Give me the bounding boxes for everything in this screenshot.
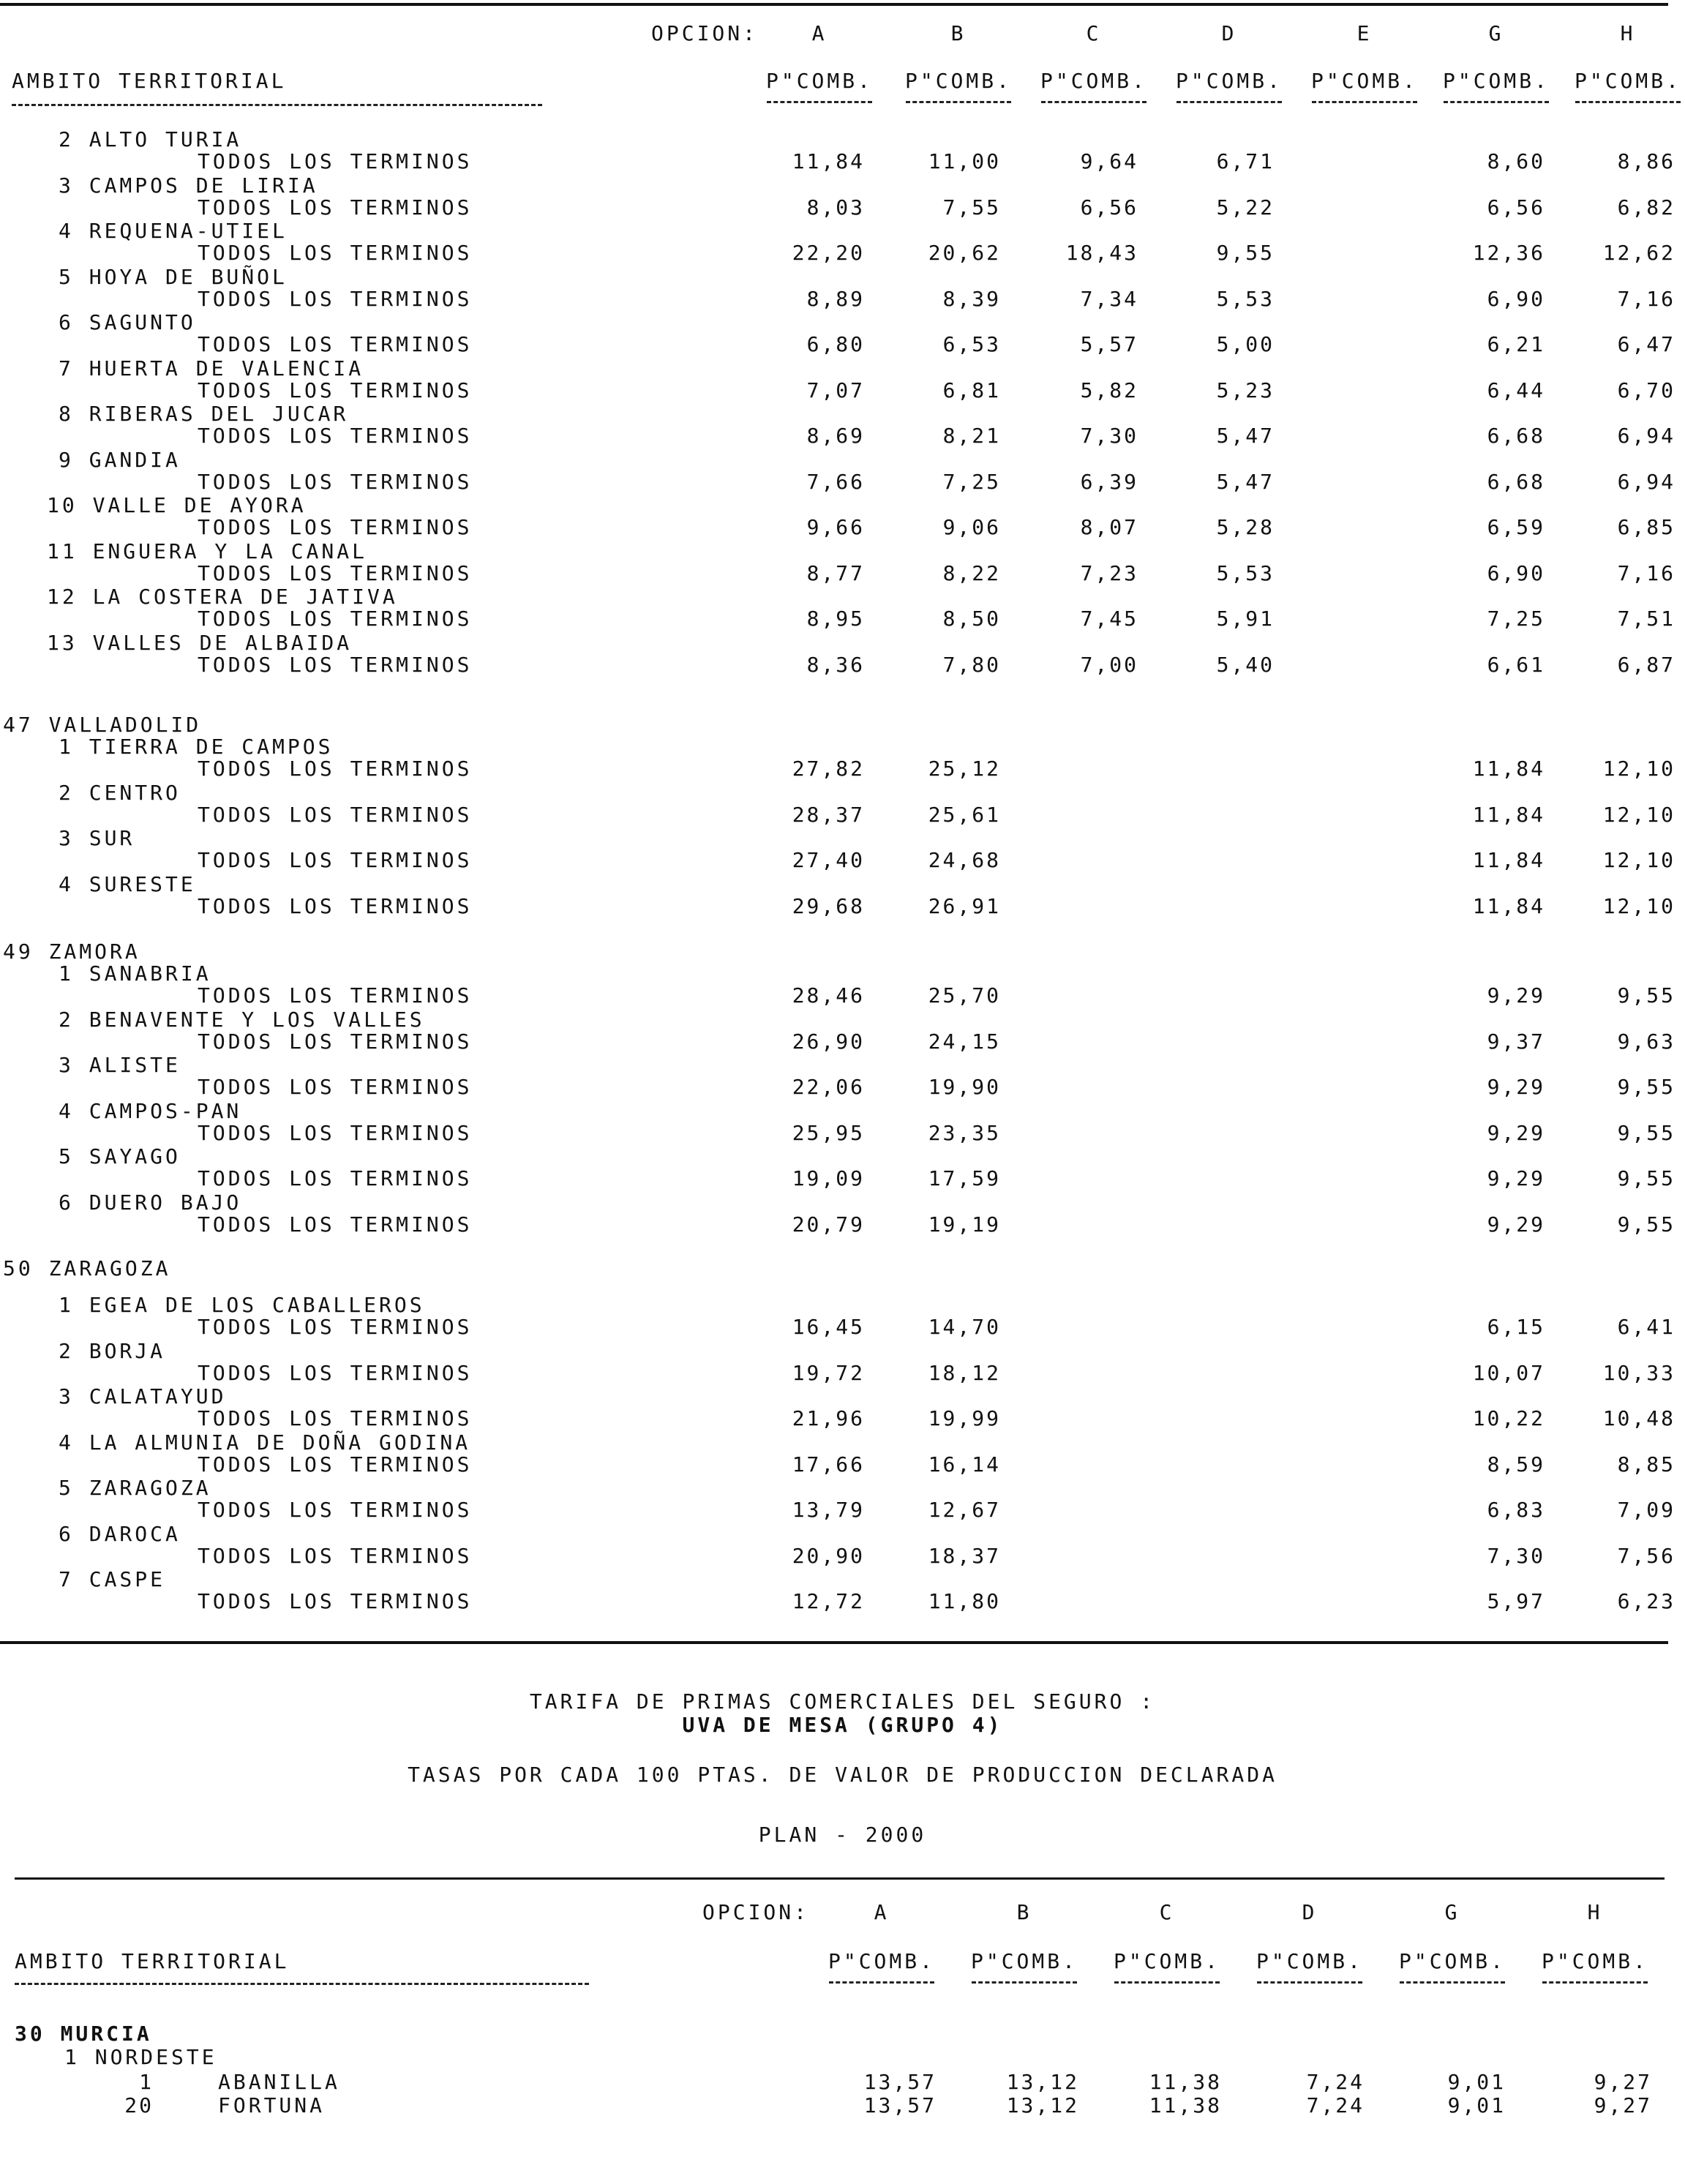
rate-value: 10,22 (1472, 1406, 1545, 1430)
termino-label: TODOS LOS TERMINOS (198, 560, 473, 585)
rate-value: 24,15 (928, 1029, 1001, 1054)
rate-value: 6,53 (942, 332, 1001, 356)
rate-value: 14,70 (928, 1315, 1001, 1339)
rate-value: 6,61 (1487, 652, 1545, 677)
rate-value: 25,12 (928, 757, 1001, 781)
rate-value: 9,29 (1487, 1212, 1545, 1237)
termino-label: TODOS LOS TERMINOS (198, 424, 473, 448)
rate-value: 6,81 (942, 378, 1001, 402)
rate-value: 19,19 (928, 1212, 1001, 1237)
rate-value: 12,10 (1602, 757, 1675, 781)
rate-value: 5,57 (1080, 332, 1138, 356)
rate-value: 8,95 (806, 607, 865, 631)
comarca-name: 6 DAROCA (59, 1521, 181, 1546)
termino-label: TODOS LOS TERMINOS (198, 757, 473, 781)
rate-value: 7,16 (1617, 560, 1675, 585)
termino-label: TODOS LOS TERMINOS (198, 893, 473, 918)
rate-value: 11,84 (1472, 802, 1545, 827)
top-rule (0, 3, 1668, 6)
rate-value: 6,87 (1617, 652, 1675, 677)
bottom-rate-value: 9,27 (1594, 2093, 1652, 2117)
bottom-rate-value: 9,01 (1447, 2070, 1506, 2094)
rate-value: 7,66 (806, 469, 865, 494)
rate-value: 9,55 (1617, 983, 1675, 1007)
rate-value: 6,56 (1487, 195, 1545, 219)
termino-label: TODOS LOS TERMINOS (198, 802, 473, 827)
col-header-h: P"COMB. (1574, 69, 1681, 93)
rate-value: 25,61 (928, 802, 1001, 827)
rate-value: 8,07 (1080, 515, 1138, 539)
rate-value: 20,79 (792, 1212, 865, 1237)
col-header-g: P"COMB. (1442, 69, 1550, 93)
termino-label: TODOS LOS TERMINOS (198, 469, 473, 494)
termino-label: TODOS LOS TERMINOS (198, 1498, 473, 1522)
comarca-name: 2 BORJA (59, 1338, 166, 1363)
rate-value: 6,83 (1487, 1498, 1545, 1522)
rate-value: 6,56 (1080, 195, 1138, 219)
col-header-c: P"COMB. (1040, 69, 1147, 93)
rate-value: 5,23 (1216, 378, 1275, 402)
option-h: H (1620, 21, 1636, 45)
rate-value: 9,66 (806, 515, 865, 539)
rate-value: 12,36 (1472, 241, 1545, 265)
comarca-name: 10 VALLE DE AYORA (47, 493, 307, 517)
rate-value: 6,44 (1487, 378, 1545, 402)
bottom-rate-value: 11,38 (1149, 2070, 1222, 2094)
col-header-a: P"COMB. (765, 69, 873, 93)
bottom-col-underline-h (1542, 1981, 1648, 1984)
rate-value: 5,91 (1216, 607, 1275, 631)
option-d: D (1221, 21, 1237, 45)
termino-label: TODOS LOS TERMINOS (198, 1360, 473, 1385)
rate-value: 17,59 (928, 1166, 1001, 1190)
bottom-rate-value: 7,24 (1306, 2093, 1365, 2117)
rate-value: 12,67 (928, 1498, 1001, 1522)
rate-value: 12,62 (1602, 241, 1675, 265)
comarca-name: 1 EGEA DE LOS CABALLEROS (59, 1293, 425, 1317)
termino-label: TODOS LOS TERMINOS (198, 1589, 473, 1613)
rate-value: 7,51 (1617, 607, 1675, 631)
municipio-name: FORTUNA (218, 2093, 326, 2117)
rate-value: 5,53 (1216, 560, 1275, 585)
municipio-code: 20 (124, 2093, 154, 2117)
comarca-name: 7 CASPE (59, 1567, 166, 1591)
rate-value: 21,96 (792, 1406, 865, 1430)
col-underline-c (1041, 101, 1147, 103)
rate-value: 6,94 (1617, 469, 1675, 494)
comarca-name: 5 ZARAGOZA (59, 1476, 211, 1500)
termino-label: TODOS LOS TERMINOS (198, 1315, 473, 1339)
termino-label: TODOS LOS TERMINOS (198, 149, 473, 173)
rate-value: 7,30 (1487, 1543, 1545, 1568)
bottom-rate-value: 11,38 (1149, 2093, 1222, 2117)
rate-value: 6,68 (1487, 469, 1545, 494)
termino-label: TODOS LOS TERMINOS (198, 332, 473, 356)
bottom-rate-value: 13,57 (863, 2070, 937, 2094)
termino-label: TODOS LOS TERMINOS (198, 848, 473, 872)
rate-value: 20,62 (928, 241, 1001, 265)
comarca-name: 5 HOYA DE BUÑOL (59, 264, 288, 289)
province-label: 47 VALLADOLID (3, 713, 202, 737)
comarca-name: 4 CAMPOS-PAN (59, 1098, 242, 1123)
rate-value: 26,90 (792, 1029, 865, 1054)
ambito-label: AMBITO TERRITORIAL (12, 69, 287, 93)
rate-value: 6,80 (806, 332, 865, 356)
termino-label: TODOS LOS TERMINOS (198, 607, 473, 631)
rate-value: 9,29 (1487, 1075, 1545, 1099)
col-header-d: P"COMB. (1175, 69, 1283, 93)
rate-value: 6,47 (1617, 332, 1675, 356)
termino-label: TODOS LOS TERMINOS (198, 1029, 473, 1054)
rate-value: 29,68 (792, 893, 865, 918)
bottom-col-header-c: P"COMB. (1113, 1949, 1220, 1973)
rate-value: 7,25 (942, 469, 1001, 494)
bottom-option-c: C (1159, 1900, 1175, 1924)
comarca-name: 9 GANDIA (59, 447, 181, 472)
col-underline-d (1177, 101, 1282, 103)
rate-value: 19,72 (792, 1360, 865, 1385)
tarifa-title: TARIFA DE PRIMAS COMERCIALES DEL SEGURO : (529, 1689, 1156, 1714)
rate-value: 22,20 (792, 241, 865, 265)
comarca-name: 2 BENAVENTE Y LOS VALLES (59, 1007, 425, 1032)
rate-value: 24,68 (928, 848, 1001, 872)
termino-label: TODOS LOS TERMINOS (198, 241, 473, 265)
rate-value: 6,68 (1487, 424, 1545, 448)
rate-value: 6,90 (1487, 560, 1545, 585)
rate-value: 9,06 (942, 515, 1001, 539)
termino-label: TODOS LOS TERMINOS (198, 652, 473, 677)
bottom-col-header-h: P"COMB. (1541, 1949, 1648, 1973)
option-c: C (1086, 21, 1102, 45)
bottom-rate-value: 9,01 (1447, 2093, 1506, 2117)
bottom-option-h: H (1587, 1900, 1603, 1924)
rate-value: 7,09 (1617, 1498, 1675, 1522)
termino-label: TODOS LOS TERMINOS (198, 378, 473, 402)
termino-label: TODOS LOS TERMINOS (198, 1406, 473, 1430)
rate-value: 7,45 (1080, 607, 1138, 631)
comarca-name: 6 DUERO BAJO (59, 1190, 242, 1215)
comarca-name: 1 SANABRIA (59, 961, 211, 986)
rate-value: 18,43 (1065, 241, 1138, 265)
comarca-name: 4 SURESTE (59, 871, 196, 896)
rate-value: 6,82 (1617, 195, 1675, 219)
rate-value: 9,55 (1617, 1075, 1675, 1099)
tasas-title: TASAS POR CADA 100 PTAS. DE VALOR DE PRODUCCION DECLARADA (408, 1763, 1277, 1787)
col-underline-e (1312, 101, 1417, 103)
rate-value: 11,80 (928, 1589, 1001, 1613)
rate-value: 6,59 (1487, 515, 1545, 539)
termino-label: TODOS LOS TERMINOS (198, 1075, 473, 1099)
rate-value: 9,55 (1216, 241, 1275, 265)
rate-value: 5,82 (1080, 378, 1138, 402)
rate-value: 8,59 (1487, 1452, 1545, 1476)
rate-value: 8,50 (942, 607, 1001, 631)
rate-value: 11,84 (792, 149, 865, 173)
bottom-col-header-g: P"COMB. (1398, 1949, 1506, 1973)
rate-value: 5,00 (1216, 332, 1275, 356)
plan-title: PLAN - 2000 (758, 1823, 927, 1847)
termino-label: TODOS LOS TERMINOS (198, 195, 473, 219)
rate-value: 8,21 (942, 424, 1001, 448)
option-a: A (811, 21, 828, 45)
rate-value: 6,85 (1617, 515, 1675, 539)
bottom-rate-value: 9,27 (1594, 2070, 1652, 2094)
bottom-col-underline-c (1114, 1981, 1220, 1984)
rate-value: 10,07 (1472, 1360, 1545, 1385)
termino-label: TODOS LOS TERMINOS (198, 983, 473, 1007)
termino-label: TODOS LOS TERMINOS (198, 515, 473, 539)
rate-value: 7,55 (942, 195, 1001, 219)
rate-value: 19,90 (928, 1075, 1001, 1099)
termino-label: TODOS LOS TERMINOS (198, 286, 473, 311)
bottom-option-g: G (1444, 1900, 1460, 1924)
option-g: G (1488, 21, 1504, 45)
rate-value: 9,29 (1487, 983, 1545, 1007)
rate-value: 7,16 (1617, 286, 1675, 311)
rate-value: 23,35 (928, 1120, 1001, 1145)
rate-value: 6,23 (1617, 1589, 1675, 1613)
bottom-option-a: A (874, 1900, 890, 1924)
bottom-rate-value: 7,24 (1306, 2070, 1365, 2094)
comarca-name: 11 ENGUERA Y LA CANAL (47, 539, 368, 563)
rate-value: 8,89 (806, 286, 865, 311)
rate-value: 18,12 (928, 1360, 1001, 1385)
rate-value: 7,00 (1080, 652, 1138, 677)
rate-value: 17,66 (792, 1452, 865, 1476)
rate-value: 6,15 (1487, 1315, 1545, 1339)
bottom-province: 30 MURCIA (15, 2022, 152, 2046)
bottom-comarca: 1 NORDESTE (64, 2045, 217, 2069)
comarca-name: 3 CAMPOS DE LIRIA (59, 173, 318, 198)
bottom-col-underline-a (829, 1981, 934, 1984)
comarca-name: 12 LA COSTERA DE JATIVA (47, 585, 398, 609)
rate-value: 25,70 (928, 983, 1001, 1007)
option-b: B (950, 21, 967, 45)
comarca-name: 13 VALLES DE ALBAIDA (47, 630, 353, 655)
rate-value: 9,63 (1617, 1029, 1675, 1054)
rate-value: 6,21 (1487, 332, 1545, 356)
rate-value: 12,10 (1602, 802, 1675, 827)
rate-value: 11,00 (928, 149, 1001, 173)
termino-label: TODOS LOS TERMINOS (198, 1212, 473, 1237)
rate-value: 6,39 (1080, 469, 1138, 494)
rate-value: 9,29 (1487, 1120, 1545, 1145)
rate-value: 25,95 (792, 1120, 865, 1145)
rate-value: 27,40 (792, 848, 865, 872)
rate-value: 7,25 (1487, 607, 1545, 631)
option-e: E (1356, 21, 1373, 45)
rate-value: 16,45 (792, 1315, 865, 1339)
rate-value: 28,37 (792, 802, 865, 827)
rate-value: 9,55 (1617, 1212, 1675, 1237)
rate-value: 8,77 (806, 560, 865, 585)
rate-value: 7,30 (1080, 424, 1138, 448)
rate-value: 28,46 (792, 983, 865, 1007)
rate-value: 5,97 (1487, 1589, 1545, 1613)
ambito-underline (12, 104, 542, 106)
comarca-name: 3 SUR (59, 826, 135, 850)
rate-value: 18,37 (928, 1543, 1001, 1568)
rate-value: 6,90 (1487, 286, 1545, 311)
rate-value: 11,84 (1472, 757, 1545, 781)
comarca-name: 4 LA ALMUNIA DE DOÑA GODINA (59, 1430, 471, 1455)
rate-value: 8,69 (806, 424, 865, 448)
rate-value: 6,70 (1617, 378, 1675, 402)
rate-value: 8,22 (942, 560, 1001, 585)
rate-value: 7,23 (1080, 560, 1138, 585)
col-underline-g (1444, 101, 1549, 103)
rate-value: 9,64 (1080, 149, 1138, 173)
rate-value: 27,82 (792, 757, 865, 781)
rate-value: 8,03 (806, 195, 865, 219)
province-label: 49 ZAMORA (3, 939, 140, 964)
comarca-name: 8 RIBERAS DEL JUCAR (59, 402, 349, 426)
rate-value: 5,47 (1216, 469, 1275, 494)
bottom-rate-value: 13,12 (1006, 2070, 1079, 2094)
col-header-b: P"COMB. (904, 69, 1012, 93)
bottom-rate-value: 13,12 (1006, 2093, 1079, 2117)
bottom-option-b: B (1016, 1900, 1032, 1924)
bottom-top-rule (15, 1877, 1665, 1880)
rate-value: 11,84 (1472, 848, 1545, 872)
rate-value: 22,06 (792, 1075, 865, 1099)
comarca-name: 7 HUERTA DE VALENCIA (59, 356, 364, 380)
rate-value: 7,07 (806, 378, 865, 402)
col-header-e: P"COMB. (1310, 69, 1418, 93)
bottom-option-label: OPCION: (702, 1900, 810, 1924)
mid-rule (0, 1641, 1668, 1644)
rate-value: 19,99 (928, 1406, 1001, 1430)
rate-value: 6,41 (1617, 1315, 1675, 1339)
rate-value: 9,55 (1617, 1120, 1675, 1145)
col-underline-h (1575, 101, 1681, 103)
bottom-col-header-d: P"COMB. (1256, 1949, 1363, 1973)
rate-value: 8,36 (806, 652, 865, 677)
rate-value: 5,40 (1216, 652, 1275, 677)
comarca-name: 3 ALISTE (59, 1053, 181, 1077)
termino-label: TODOS LOS TERMINOS (198, 1120, 473, 1145)
rate-value: 8,85 (1617, 1452, 1675, 1476)
bottom-ambito-label: AMBITO TERRITORIAL (15, 1949, 290, 1973)
rate-value: 26,91 (928, 893, 1001, 918)
rate-value: 9,29 (1487, 1166, 1545, 1190)
bottom-col-underline-b (972, 1981, 1077, 1984)
rate-value: 10,48 (1602, 1406, 1675, 1430)
rate-value: 20,90 (792, 1543, 865, 1568)
rate-value: 12,72 (792, 1589, 865, 1613)
comarca-name: 1 TIERRA DE CAMPOS (59, 735, 334, 759)
rate-value: 6,71 (1216, 149, 1275, 173)
option-label: OPCION: (651, 21, 759, 45)
rate-value: 5,28 (1216, 515, 1275, 539)
comarca-name: 2 CENTRO (59, 780, 181, 805)
rate-value: 19,09 (792, 1166, 865, 1190)
col-underline-b (906, 101, 1011, 103)
comarca-name: 2 ALTO TURIA (59, 127, 242, 151)
rate-value: 8,60 (1487, 149, 1545, 173)
bottom-option-d: D (1302, 1900, 1318, 1924)
rate-value: 12,10 (1602, 848, 1675, 872)
municipio-code: 1 (139, 2070, 154, 2094)
rate-value: 12,10 (1602, 893, 1675, 918)
comarca-name: 6 SAGUNTO (59, 310, 196, 334)
comarca-name: 4 REQUENA-UTIEL (59, 219, 288, 243)
rate-value: 10,33 (1602, 1360, 1675, 1385)
bottom-col-underline-g (1400, 1981, 1505, 1984)
rate-value: 13,79 (792, 1498, 865, 1522)
uva-title: UVA DE MESA (GRUPO 4) (682, 1713, 1003, 1737)
comarca-name: 5 SAYAGO (59, 1144, 181, 1168)
termino-label: TODOS LOS TERMINOS (198, 1543, 473, 1568)
rate-value: 5,22 (1216, 195, 1275, 219)
rate-value: 5,53 (1216, 286, 1275, 311)
rate-value: 6,94 (1617, 424, 1675, 448)
rate-value: 7,34 (1080, 286, 1138, 311)
bottom-rate-value: 13,57 (863, 2093, 937, 2117)
rate-value: 16,14 (928, 1452, 1001, 1476)
rate-value: 11,84 (1472, 893, 1545, 918)
rate-value: 5,47 (1216, 424, 1275, 448)
rate-value: 9,55 (1617, 1166, 1675, 1190)
bottom-ambito-underline (15, 1983, 589, 1985)
col-underline-a (767, 101, 872, 103)
province-label: 50 ZARAGOZA (3, 1256, 171, 1280)
bottom-col-header-b: P"COMB. (970, 1949, 1078, 1973)
municipio-name: ABANILLA (218, 2070, 340, 2094)
bottom-col-header-a: P"COMB. (828, 1949, 935, 1973)
comarca-name: 3 CALATAYUD (59, 1384, 227, 1408)
rate-value: 8,86 (1617, 149, 1675, 173)
rate-value: 8,39 (942, 286, 1001, 311)
termino-label: TODOS LOS TERMINOS (198, 1452, 473, 1476)
rate-value: 7,80 (942, 652, 1001, 677)
bottom-col-underline-d (1257, 1981, 1362, 1984)
termino-label: TODOS LOS TERMINOS (198, 1166, 473, 1190)
rate-value: 7,56 (1617, 1543, 1675, 1568)
rate-value: 9,37 (1487, 1029, 1545, 1054)
